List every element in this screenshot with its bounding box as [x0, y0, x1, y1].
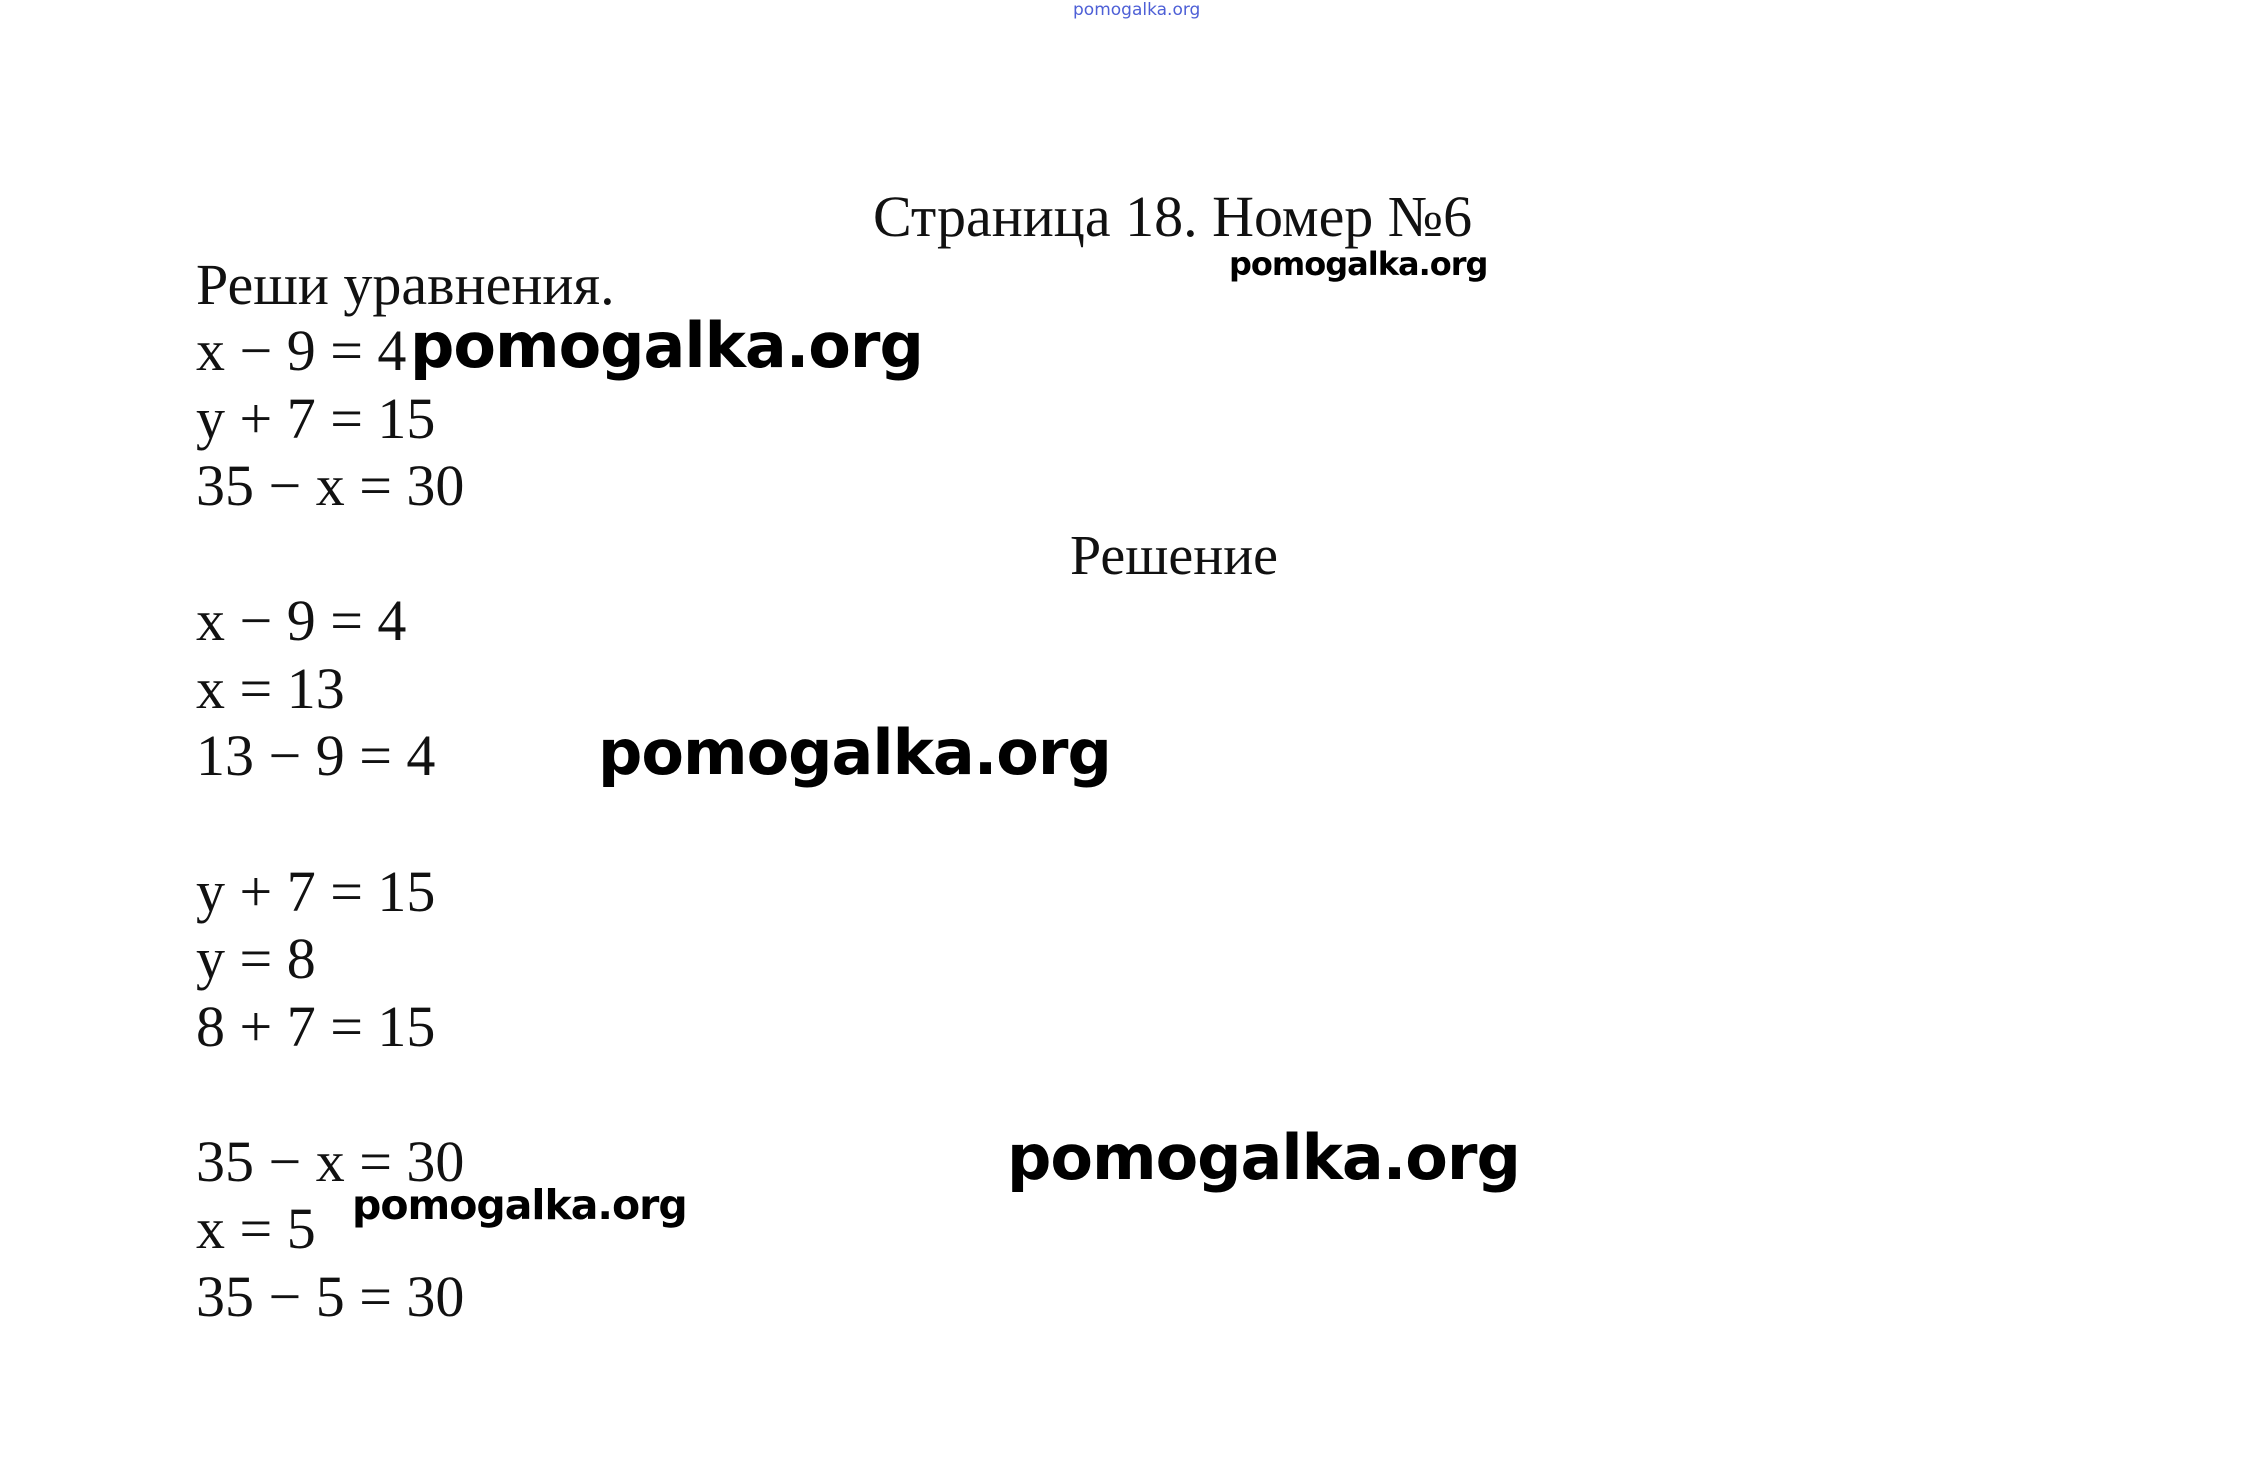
solution-2-line-1: y + 7 = 15: [196, 859, 436, 924]
solution-1-line-1: x − 9 = 4: [196, 588, 407, 653]
watermark-top: pomogalka.org: [1073, 0, 1201, 20]
solution-1-line-3: 13 − 9 = 4: [196, 723, 436, 788]
watermark-small-1: pomogalka.org: [1229, 245, 1488, 283]
watermark-large-2: pomogalka.org: [598, 716, 1111, 789]
solution-2-line-3: 8 + 7 = 15: [196, 994, 436, 1059]
solution-3-line-2: x = 5: [196, 1196, 316, 1261]
task-heading: Реши уравнения.: [196, 252, 615, 317]
watermark-large-3: pomogalka.org: [1007, 1121, 1520, 1194]
watermark-large-1: pomogalka.org: [410, 309, 923, 382]
page-title: Страница 18. Номер №6: [873, 184, 1473, 249]
solution-1-line-2: x = 13: [196, 656, 345, 721]
task-equation-1: x − 9 = 4: [196, 318, 407, 383]
task-equation-2: y + 7 = 15: [196, 386, 436, 451]
watermark-small-2: pomogalka.org: [352, 1181, 687, 1229]
solution-2-line-2: y = 8: [196, 926, 316, 991]
solution-3-line-3: 35 − 5 = 30: [196, 1264, 465, 1329]
solution-3-line-1: 35 − x = 30: [196, 1129, 465, 1194]
solution-heading: Решение: [1070, 525, 1279, 587]
task-equation-3: 35 − x = 30: [196, 453, 465, 518]
